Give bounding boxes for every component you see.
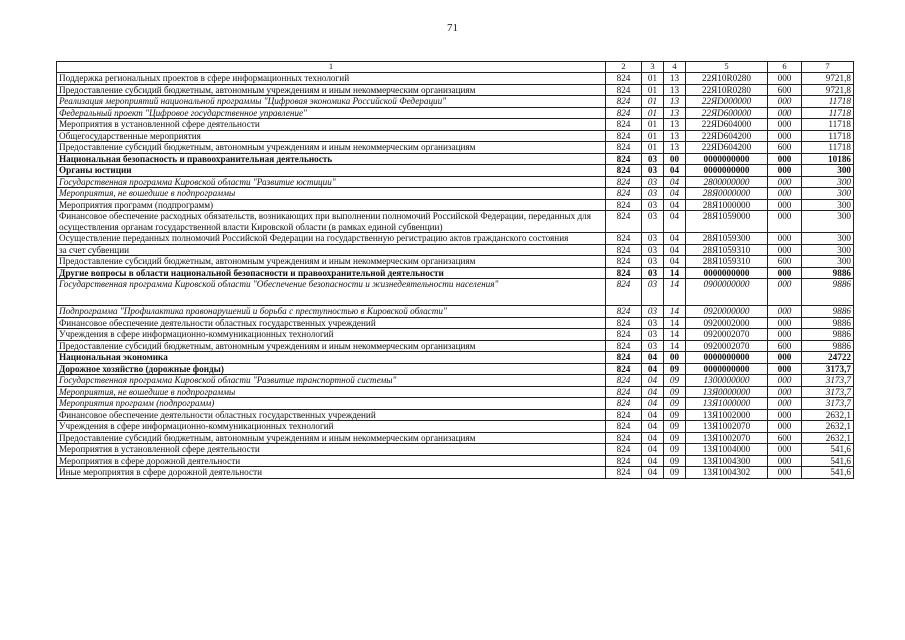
cell-section: 01 xyxy=(642,84,664,96)
cell-subsection: 14 xyxy=(664,267,686,279)
table-row xyxy=(57,84,854,96)
table-row xyxy=(57,211,854,233)
cell-name: Реализация мероприятий национальной программы "Цифровая экономика Российской Федерации" xyxy=(57,96,606,108)
table-row xyxy=(57,317,854,329)
cell-name: Государственная программа Кировской области "Развитие юстиции" xyxy=(57,176,606,188)
cell-section: 03 xyxy=(642,244,664,256)
cell-target-article: 0000000000 xyxy=(686,153,768,165)
table-row xyxy=(57,444,854,456)
cell-subsection: 13 xyxy=(664,73,686,85)
cell-amount: 300 xyxy=(802,211,854,233)
cell-target-article: 0000000000 xyxy=(686,267,768,279)
cell-expense-type: 000 xyxy=(768,244,802,256)
cell-target-article: 22ЯD604000 xyxy=(686,119,768,131)
table-row xyxy=(57,279,854,306)
table-row xyxy=(57,467,854,479)
table-row xyxy=(57,256,854,268)
cell-name: Предоставление субсидий бюджетным, автономным учреждениям и иным некоммерческим организациям xyxy=(57,84,606,96)
cell-expense-type: 000 xyxy=(768,317,802,329)
cell-target-article: 28Я0000000 xyxy=(686,188,768,200)
cell-target-article: 0920002070 xyxy=(686,329,768,341)
cell-target-article: 13Я1002000 xyxy=(686,409,768,421)
cell-subsection: 14 xyxy=(664,340,686,352)
table-row xyxy=(57,267,854,279)
table-row xyxy=(57,107,854,119)
cell-name: Мероприятия, не вошедшие в подпрограммы xyxy=(57,386,606,398)
cell-amount: 300 xyxy=(802,256,854,268)
cell-amount: 9886 xyxy=(802,267,854,279)
cell-subsection: 13 xyxy=(664,96,686,108)
cell-section: 04 xyxy=(642,386,664,398)
cell-code: 824 xyxy=(606,130,642,142)
cell-expense-type: 000 xyxy=(768,455,802,467)
cell-section: 03 xyxy=(642,256,664,268)
cell-target-article: 22Я10R0280 xyxy=(686,73,768,85)
cell-amount: 3173,7 xyxy=(802,375,854,387)
cell-name: Предоставление субсидий бюджетным, автономным учреждениям и иным некоммерческим организациям xyxy=(57,256,606,268)
cell-section: 04 xyxy=(642,467,664,479)
cell-subsection: 09 xyxy=(664,467,686,479)
cell-expense-type: 600 xyxy=(768,256,802,268)
cell-amount: 9721,8 xyxy=(802,84,854,96)
cell-amount: 300 xyxy=(802,199,854,211)
cell-section: 04 xyxy=(642,363,664,375)
cell-section: 03 xyxy=(642,317,664,329)
table-row xyxy=(57,432,854,444)
cell-name: Финансовое обеспечение деятельности областных государственных учреждений xyxy=(57,317,606,329)
cell-target-article: 22ЯD000000 xyxy=(686,96,768,108)
cell-amount: 3173,7 xyxy=(802,363,854,375)
cell-name: Осуществление переданных полномочий Российской Федерации на государственную регистрацию актов гражданского состояния xyxy=(57,233,606,245)
cell-target-article: 22ЯD604200 xyxy=(686,130,768,142)
cell-section: 03 xyxy=(642,199,664,211)
table-body xyxy=(57,73,854,479)
cell-section: 03 xyxy=(642,306,664,318)
cell-target-article: 13Я1004300 xyxy=(686,455,768,467)
cell-code: 824 xyxy=(606,317,642,329)
cell-target-article: 1300000000 xyxy=(686,375,768,387)
cell-target-article: 28Я1000000 xyxy=(686,199,768,211)
cell-code: 824 xyxy=(606,153,642,165)
cell-target-article: 13Я0000000 xyxy=(686,386,768,398)
cell-name: Национальная безопасность и правоохранительная деятельность xyxy=(57,153,606,165)
table-row xyxy=(57,398,854,410)
cell-expense-type: 000 xyxy=(768,73,802,85)
page-number: 71 xyxy=(447,22,458,34)
cell-expense-type: 000 xyxy=(768,267,802,279)
table-row xyxy=(57,455,854,467)
cell-name: Предоставление субсидий бюджетным, автономным учреждениям и иным некоммерческим организациям xyxy=(57,340,606,352)
table-row xyxy=(57,375,854,387)
table-row xyxy=(57,386,854,398)
cell-target-article: 0920002000 xyxy=(686,317,768,329)
cell-subsection: 09 xyxy=(664,421,686,433)
cell-name: Другие вопросы в области национальной безопасности и правоохранительной деятельности xyxy=(57,267,606,279)
cell-expense-type: 000 xyxy=(768,444,802,456)
cell-section: 01 xyxy=(642,119,664,131)
cell-expense-type: 000 xyxy=(768,279,802,306)
cell-target-article: 13Я1002070 xyxy=(686,432,768,444)
cell-amount: 3173,7 xyxy=(802,386,854,398)
cell-subsection: 14 xyxy=(664,329,686,341)
cell-name: Поддержка региональных проектов в сфере информационных технологий xyxy=(57,73,606,85)
cell-amount: 541,6 xyxy=(802,455,854,467)
cell-subsection: 13 xyxy=(664,130,686,142)
cell-subsection: 09 xyxy=(664,409,686,421)
cell-code: 824 xyxy=(606,107,642,119)
cell-section: 04 xyxy=(642,455,664,467)
cell-target-article: 13Я1000000 xyxy=(686,398,768,410)
cell-subsection: 14 xyxy=(664,306,686,318)
table-row xyxy=(57,165,854,177)
cell-subsection: 13 xyxy=(664,142,686,154)
table-row xyxy=(57,340,854,352)
cell-expense-type: 000 xyxy=(768,153,802,165)
cell-amount: 11718 xyxy=(802,119,854,131)
cell-target-article: 0900000000 xyxy=(686,279,768,306)
cell-name: Предоставление субсидий бюджетным, автономным учреждениям и иным некоммерческим организациям xyxy=(57,142,606,154)
budget-table xyxy=(56,61,854,479)
table-row xyxy=(57,188,854,200)
header-cell-amount: 7 xyxy=(802,62,854,73)
cell-amount: 24722 xyxy=(802,352,854,364)
header-cell-subsection: 4 xyxy=(664,62,686,73)
cell-subsection: 09 xyxy=(664,444,686,456)
cell-subsection: 04 xyxy=(664,256,686,268)
table-row xyxy=(57,421,854,433)
table-row xyxy=(57,153,854,165)
cell-expense-type: 000 xyxy=(768,375,802,387)
cell-code: 824 xyxy=(606,398,642,410)
cell-expense-type: 000 xyxy=(768,467,802,479)
cell-name: Общегосударственные мероприятия xyxy=(57,130,606,142)
cell-code: 824 xyxy=(606,84,642,96)
cell-section: 01 xyxy=(642,73,664,85)
cell-target-article: 13Я1004302 xyxy=(686,467,768,479)
cell-subsection: 04 xyxy=(664,165,686,177)
table-row xyxy=(57,73,854,85)
cell-code: 824 xyxy=(606,73,642,85)
cell-section: 03 xyxy=(642,188,664,200)
cell-section: 01 xyxy=(642,96,664,108)
cell-amount: 11718 xyxy=(802,96,854,108)
table-row xyxy=(57,352,854,364)
cell-code: 824 xyxy=(606,119,642,131)
cell-expense-type: 600 xyxy=(768,142,802,154)
cell-section: 03 xyxy=(642,267,664,279)
cell-amount: 300 xyxy=(802,244,854,256)
cell-name: Мероприятия, не вошедшие в подпрограммы xyxy=(57,188,606,200)
cell-expense-type: 000 xyxy=(768,96,802,108)
cell-amount: 9886 xyxy=(802,340,854,352)
cell-code: 824 xyxy=(606,444,642,456)
cell-code: 824 xyxy=(606,142,642,154)
cell-code: 824 xyxy=(606,256,642,268)
cell-code: 824 xyxy=(606,306,642,318)
cell-target-article: 0920002070 xyxy=(686,340,768,352)
cell-name: Мероприятия программ (подпрограмм) xyxy=(57,199,606,211)
cell-amount: 2632,1 xyxy=(802,409,854,421)
cell-name: Федеральный проект "Цифровое государственное управление" xyxy=(57,107,606,119)
cell-code: 824 xyxy=(606,329,642,341)
cell-name: Государственная программа Кировской области "Обеспечение безопасности и жизнедеятельности населения" xyxy=(57,279,606,306)
cell-subsection: 00 xyxy=(664,153,686,165)
cell-subsection: 09 xyxy=(664,386,686,398)
cell-section: 04 xyxy=(642,432,664,444)
cell-subsection: 13 xyxy=(664,84,686,96)
cell-expense-type: 000 xyxy=(768,188,802,200)
table-row xyxy=(57,409,854,421)
cell-code: 824 xyxy=(606,188,642,200)
cell-amount: 300 xyxy=(802,176,854,188)
header-cell-name: 1 xyxy=(57,62,606,73)
cell-amount: 300 xyxy=(802,165,854,177)
cell-section: 03 xyxy=(642,340,664,352)
cell-amount: 10186 xyxy=(802,153,854,165)
cell-subsection: 04 xyxy=(664,233,686,245)
header-cell-section: 3 xyxy=(642,62,664,73)
cell-section: 04 xyxy=(642,398,664,410)
cell-section: 03 xyxy=(642,165,664,177)
cell-target-article: 28Я1059310 xyxy=(686,256,768,268)
cell-amount: 9886 xyxy=(802,317,854,329)
cell-name: Предоставление субсидий бюджетным, автономным учреждениям и иным некоммерческим организациям xyxy=(57,432,606,444)
cell-target-article: 22ЯD600000 xyxy=(686,107,768,119)
cell-amount: 11718 xyxy=(802,142,854,154)
cell-section: 03 xyxy=(642,211,664,233)
cell-amount: 9886 xyxy=(802,279,854,306)
cell-target-article: 28Я1059000 xyxy=(686,211,768,233)
header-cell-expense-type: 6 xyxy=(768,62,802,73)
cell-code: 824 xyxy=(606,467,642,479)
cell-code: 824 xyxy=(606,409,642,421)
cell-name: Мероприятия в установленной сфере деятельности xyxy=(57,444,606,456)
cell-code: 824 xyxy=(606,363,642,375)
cell-name: Финансовое обеспечение деятельности областных государственных учреждений xyxy=(57,409,606,421)
cell-subsection: 14 xyxy=(664,279,686,306)
cell-expense-type: 000 xyxy=(768,398,802,410)
cell-expense-type: 000 xyxy=(768,130,802,142)
cell-code: 824 xyxy=(606,279,642,306)
cell-expense-type: 000 xyxy=(768,233,802,245)
cell-subsection: 09 xyxy=(664,375,686,387)
cell-expense-type: 000 xyxy=(768,409,802,421)
table-row xyxy=(57,199,854,211)
cell-expense-type: 600 xyxy=(768,84,802,96)
cell-name: за счет субвенции xyxy=(57,244,606,256)
cell-code: 824 xyxy=(606,165,642,177)
cell-code: 824 xyxy=(606,211,642,233)
cell-section: 04 xyxy=(642,352,664,364)
cell-expense-type: 600 xyxy=(768,432,802,444)
cell-amount: 3173,7 xyxy=(802,398,854,410)
cell-name: Учреждения в сфере информационно-коммуникационных технологий xyxy=(57,329,606,341)
cell-target-article: 0000000000 xyxy=(686,352,768,364)
cell-code: 824 xyxy=(606,432,642,444)
cell-target-article: 0920000000 xyxy=(686,306,768,318)
cell-name: Иные мероприятия в сфере дорожной деятельности xyxy=(57,467,606,479)
cell-amount: 11718 xyxy=(802,130,854,142)
table-row xyxy=(57,244,854,256)
cell-name: Мероприятия программ (подпрограмм) xyxy=(57,398,606,410)
cell-target-article: 22Я10R0280 xyxy=(686,84,768,96)
cell-name: Дорожное хозяйство (дорожные фонды) xyxy=(57,363,606,375)
cell-target-article: 22ЯD604200 xyxy=(686,142,768,154)
table-row xyxy=(57,233,854,245)
cell-subsection: 04 xyxy=(664,188,686,200)
cell-section: 01 xyxy=(642,142,664,154)
cell-subsection: 04 xyxy=(664,244,686,256)
cell-target-article: 13Я1002070 xyxy=(686,421,768,433)
cell-subsection: 09 xyxy=(664,432,686,444)
cell-amount: 9886 xyxy=(802,329,854,341)
cell-target-article: 13Я1004000 xyxy=(686,444,768,456)
cell-expense-type: 000 xyxy=(768,306,802,318)
cell-amount: 541,6 xyxy=(802,444,854,456)
table-header xyxy=(57,62,854,73)
cell-amount: 11718 xyxy=(802,107,854,119)
cell-subsection: 09 xyxy=(664,398,686,410)
cell-subsection: 04 xyxy=(664,199,686,211)
cell-code: 824 xyxy=(606,96,642,108)
cell-subsection: 09 xyxy=(664,455,686,467)
cell-section: 03 xyxy=(642,279,664,306)
cell-expense-type: 000 xyxy=(768,386,802,398)
cell-section: 01 xyxy=(642,130,664,142)
cell-name: Подпрограмма "Профилактика правонарушений и борьба с преступностью в Кировской области" xyxy=(57,306,606,318)
cell-name: Государственная программа Кировской области "Развитие транспортной системы" xyxy=(57,375,606,387)
cell-code: 824 xyxy=(606,421,642,433)
header-cell-code: 2 xyxy=(606,62,642,73)
cell-target-article: 0000000000 xyxy=(686,363,768,375)
cell-expense-type: 000 xyxy=(768,199,802,211)
cell-name: Национальная экономика xyxy=(57,352,606,364)
cell-expense-type: 000 xyxy=(768,165,802,177)
cell-section: 04 xyxy=(642,409,664,421)
table-row xyxy=(57,176,854,188)
cell-code: 824 xyxy=(606,199,642,211)
cell-name: Учреждения в сфере информационно-коммуникационных технологий xyxy=(57,421,606,433)
cell-subsection: 13 xyxy=(664,107,686,119)
cell-target-article: 0000000000 xyxy=(686,165,768,177)
cell-amount: 9721,8 xyxy=(802,73,854,85)
table-row xyxy=(57,96,854,108)
cell-amount: 541,6 xyxy=(802,467,854,479)
cell-amount: 300 xyxy=(802,188,854,200)
cell-expense-type: 000 xyxy=(768,352,802,364)
cell-expense-type: 000 xyxy=(768,363,802,375)
table-row xyxy=(57,306,854,318)
cell-section: 04 xyxy=(642,421,664,433)
cell-subsection: 13 xyxy=(664,119,686,131)
table-row xyxy=(57,130,854,142)
cell-expense-type: 600 xyxy=(768,340,802,352)
cell-section: 03 xyxy=(642,329,664,341)
cell-expense-type: 000 xyxy=(768,421,802,433)
cell-expense-type: 000 xyxy=(768,329,802,341)
cell-code: 824 xyxy=(606,455,642,467)
cell-target-article: 28Я1059300 xyxy=(686,233,768,245)
cell-section: 04 xyxy=(642,375,664,387)
cell-code: 824 xyxy=(606,233,642,245)
cell-code: 824 xyxy=(606,386,642,398)
cell-target-article: 28Я1059310 xyxy=(686,244,768,256)
table-row xyxy=(57,142,854,154)
cell-expense-type: 000 xyxy=(768,119,802,131)
cell-code: 824 xyxy=(606,340,642,352)
cell-section: 03 xyxy=(642,153,664,165)
cell-amount: 9886 xyxy=(802,306,854,318)
cell-code: 824 xyxy=(606,352,642,364)
cell-subsection: 00 xyxy=(664,352,686,364)
cell-amount: 300 xyxy=(802,233,854,245)
cell-section: 03 xyxy=(642,176,664,188)
cell-subsection: 04 xyxy=(664,211,686,233)
header-cell-target-article: 5 xyxy=(686,62,768,73)
cell-section: 01 xyxy=(642,107,664,119)
table-row xyxy=(57,119,854,131)
cell-expense-type: 000 xyxy=(768,107,802,119)
cell-section: 04 xyxy=(642,444,664,456)
cell-expense-type: 000 xyxy=(768,176,802,188)
cell-name: Финансовое обеспечение расходных обязательств, возникающих при выполнении полномочий Российской Федерации, переданных для осуществления органам государственной власти Кировской области (в рамках единой субвенции) xyxy=(57,211,606,233)
cell-code: 824 xyxy=(606,176,642,188)
cell-name: Мероприятия в установленной сфере деятельности xyxy=(57,119,606,131)
cell-code: 824 xyxy=(606,375,642,387)
cell-name: Органы юстиции xyxy=(57,165,606,177)
cell-section: 03 xyxy=(642,233,664,245)
cell-target-article: 2800000000 xyxy=(686,176,768,188)
cell-expense-type: 000 xyxy=(768,211,802,233)
table-row xyxy=(57,329,854,341)
cell-code: 824 xyxy=(606,267,642,279)
cell-code: 824 xyxy=(606,244,642,256)
table-row xyxy=(57,363,854,375)
cell-subsection: 04 xyxy=(664,176,686,188)
header-row xyxy=(57,62,854,73)
cell-amount: 2632,1 xyxy=(802,432,854,444)
cell-subsection: 14 xyxy=(664,317,686,329)
cell-name: Мероприятия в сфере дорожной деятельности xyxy=(57,455,606,467)
cell-subsection: 09 xyxy=(664,363,686,375)
cell-amount: 2632,1 xyxy=(802,421,854,433)
